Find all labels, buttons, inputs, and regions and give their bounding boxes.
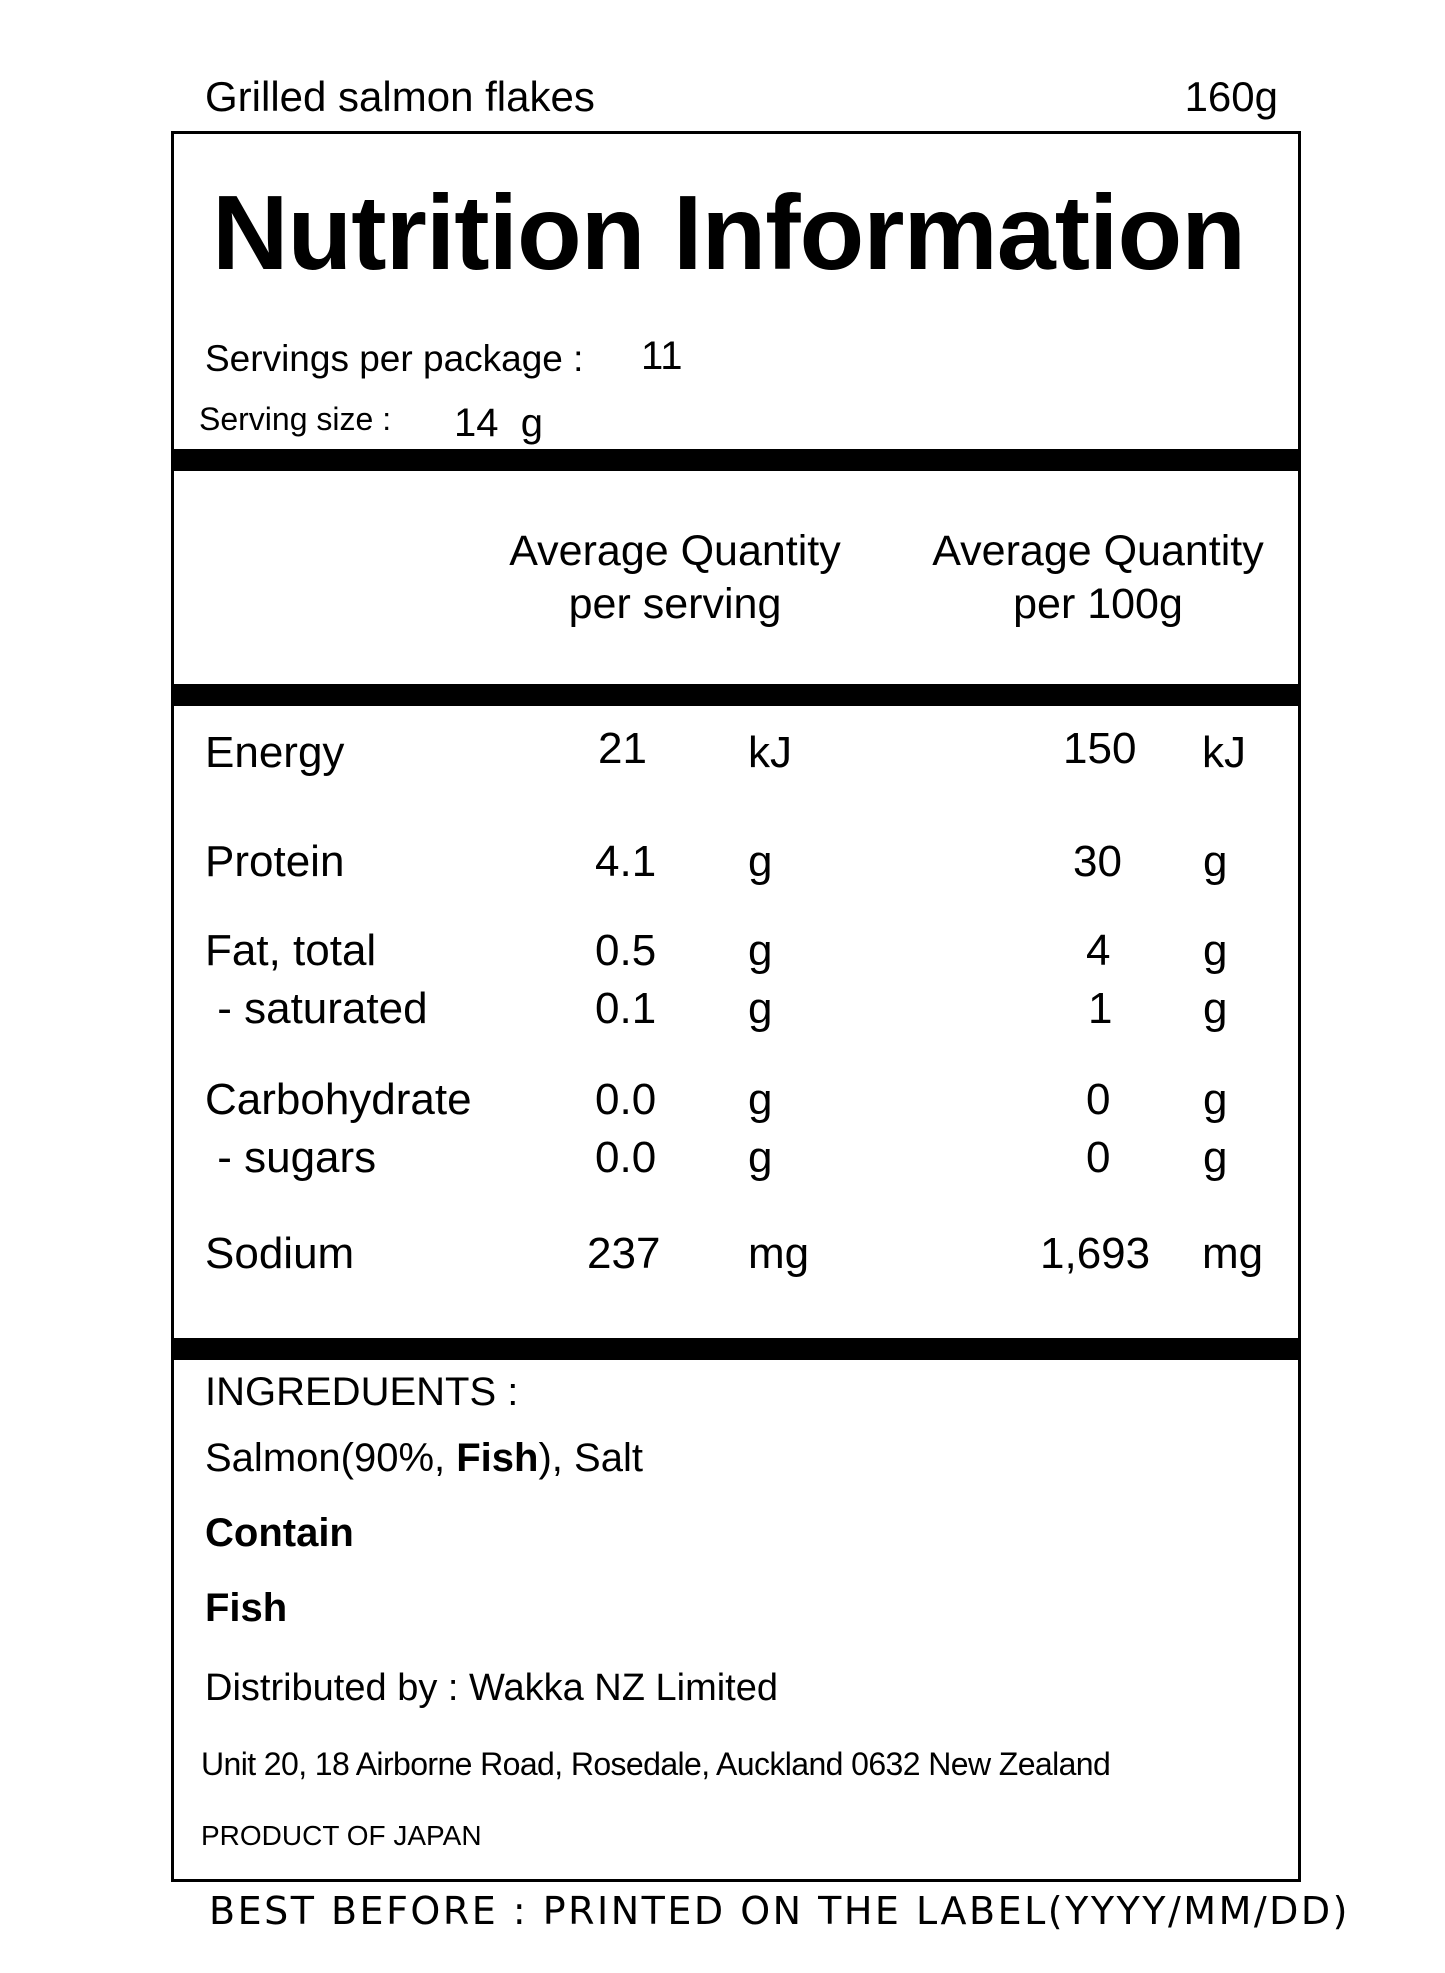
nutrient-name-protein: Protein (205, 837, 345, 886)
divider-rule (171, 684, 1301, 706)
sodium-per100-unit: mg (1202, 1229, 1264, 1278)
protein-serving-value: 4.1 (595, 837, 657, 886)
sodium-serving-unit: mg (748, 1229, 810, 1278)
nutrient-name-energy: Energy (205, 728, 345, 777)
per-100g-heading: Average Quantity per 100g (932, 527, 1264, 629)
sugars-per100-unit: g (1203, 1133, 1228, 1182)
fat-serving-value: 0.5 (595, 926, 657, 975)
energy-serving-unit: kJ (748, 728, 792, 777)
per-serving-heading: Average Quantity per serving (509, 527, 841, 629)
product-origin: PRODUCT OF JAPAN (201, 1820, 482, 1851)
panel-title: Nutrition Information (212, 174, 1245, 292)
energy-serving-value: 21 (598, 724, 647, 773)
carbohydrate-serving-unit: g (748, 1075, 773, 1124)
sodium-per100-value: 1,693 (1040, 1229, 1151, 1278)
product-name: Grilled salmon flakes (205, 73, 595, 120)
saturated-per100-value: 1 (1088, 984, 1113, 1033)
best-before-text: BEST BEFORE : PRINTED ON THE LABEL(YYYY/MM/DD) (209, 1889, 1350, 1933)
sugars-serving-unit: g (748, 1133, 773, 1182)
distributor-address: Unit 20, 18 Airborne Road, Rosedale, Auckland 0632 New Zealand (201, 1746, 1111, 1782)
sodium-serving-value: 237 (587, 1229, 661, 1278)
energy-per100-value: 150 (1063, 724, 1137, 773)
nutrient-name-sugars: - sugars (205, 1133, 377, 1182)
fat-per100-unit: g (1203, 926, 1228, 975)
nutrient-name-fat: Fat, total (205, 926, 377, 975)
saturated-serving-value: 0.1 (595, 984, 657, 1033)
protein-per100-value: 30 (1073, 837, 1122, 886)
saturated-serving-unit: g (748, 984, 773, 1033)
energy-per100-unit: kJ (1202, 728, 1246, 777)
servings-value: 11 (641, 334, 683, 378)
carbohydrate-per100-value: 0 (1086, 1075, 1111, 1124)
protein-serving-unit: g (748, 837, 773, 886)
ingredients-heading: INGREDUENTS : (205, 1370, 519, 1414)
serving-size-value: 14 g (454, 401, 543, 445)
protein-per100-unit: g (1203, 837, 1228, 886)
nutrient-name-sodium: Sodium (205, 1229, 355, 1278)
sugars-per100-value: 0 (1086, 1133, 1111, 1182)
nutrient-name-saturated: - saturated (205, 984, 428, 1033)
nutrient-name-carbohydrate: Carbohydrate (205, 1075, 472, 1124)
contain-label: Contain (205, 1511, 354, 1555)
fat-per100-value: 4 (1086, 926, 1111, 975)
divider-rule (171, 449, 1301, 471)
ingredients-text: Salmon(90%, Fish), Salt (205, 1436, 643, 1480)
net-weight: 160g (1184, 73, 1278, 120)
fat-serving-unit: g (748, 926, 773, 975)
sugars-serving-value: 0.0 (595, 1133, 657, 1182)
divider-rule (171, 1338, 1301, 1360)
servings-label: Servings per package : (205, 338, 584, 379)
serving-size-label: Serving size : (199, 401, 392, 437)
carbohydrate-per100-unit: g (1203, 1075, 1228, 1124)
carbohydrate-serving-value: 0.0 (595, 1075, 657, 1124)
allergen-name: Fish (205, 1586, 288, 1630)
saturated-per100-unit: g (1203, 984, 1228, 1033)
distributor-line: Distributed by : Wakka NZ Limited (205, 1667, 778, 1709)
